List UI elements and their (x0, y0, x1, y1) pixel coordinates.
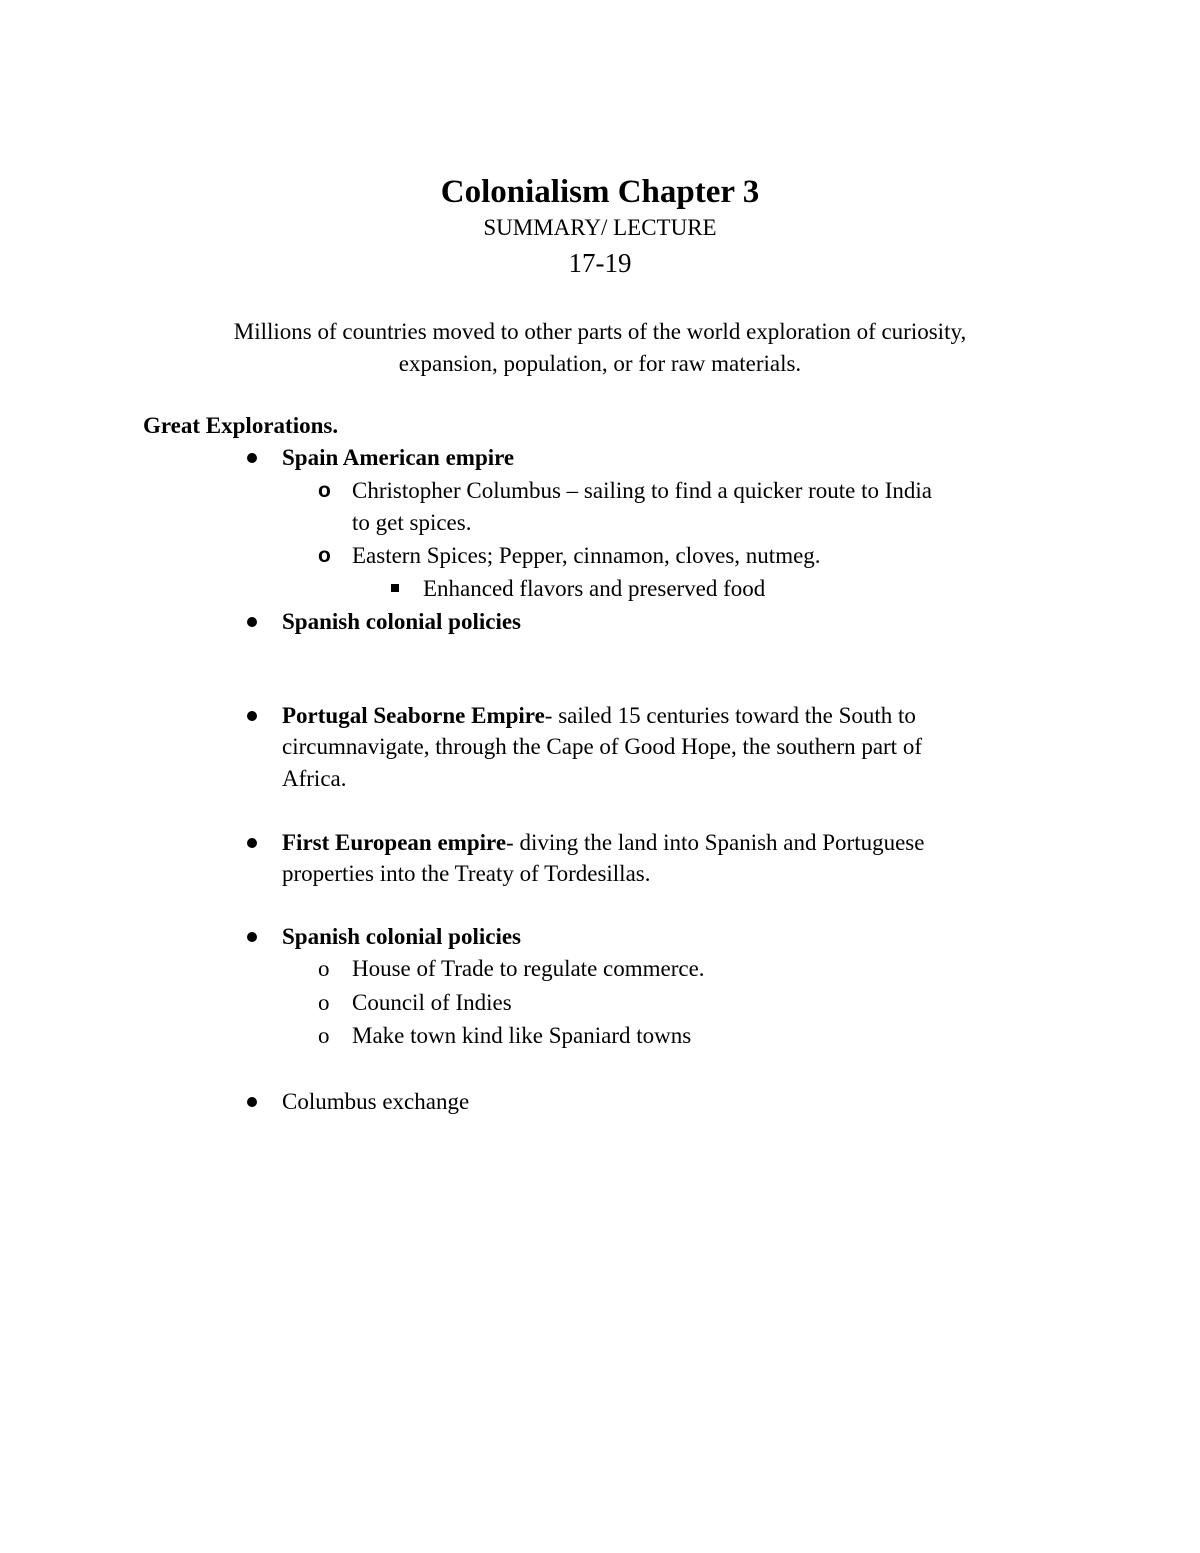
item-portugal-line2: circumnavigate, through the Cape of Good Hope, the southern part of (282, 734, 922, 759)
item-spain-sub2-detail: Enhanced flavors and preserved food (423, 576, 766, 601)
intro-paragraph (0, 316, 1200, 380)
item-portugal-line3: Africa. (282, 766, 347, 791)
intro-line-1: Millions of countries moved to other parts of the world exploration of curiosity, (233, 319, 967, 344)
item-first-european-text-1: - diving the land into Spanish and Portuguese (506, 830, 925, 855)
bullet-icon (247, 838, 257, 848)
section-heading: Great Explorations. (143, 413, 339, 438)
page-range: 17-19 (568, 248, 632, 278)
item-spanish-policies-2-sub2: Council of Indies (352, 990, 512, 1015)
document-subtitle: SUMMARY/ LECTURE (483, 215, 717, 240)
item-portugal-line1 (282, 700, 916, 732)
item-spanish-policies-2-sub1: House of Trade to regulate commerce. (352, 956, 705, 981)
hollow-bullet-icon: o (318, 956, 330, 981)
intro-line-2: expansion, population, or for raw materials. (398, 351, 802, 376)
item-spanish-policies-1-label: Spanish colonial policies (282, 609, 522, 634)
hollow-bullet-icon: o (318, 1023, 330, 1048)
bullet-icon (247, 711, 257, 721)
hollow-bullet-icon: o (318, 544, 331, 567)
bullet-icon (247, 453, 257, 463)
item-first-european-line1 (282, 827, 924, 859)
hollow-bullet-icon: o (318, 990, 330, 1015)
bullet-icon (247, 617, 257, 627)
item-spanish-policies-2-sub3: Make town kind like Spaniard towns (352, 1023, 692, 1048)
item-first-european-label: First European empire (282, 830, 507, 855)
bullet-icon (247, 1097, 257, 1107)
item-columbus-exchange-label: Columbus exchange (282, 1089, 470, 1114)
item-spain-label: Spain American empire (282, 445, 515, 470)
item-spain-sub1-line1: Christopher Columbus – sailing to find a quicker route to India (352, 478, 933, 503)
hollow-bullet-icon: o (318, 479, 331, 502)
item-spain-sub1-line2: to get spices. (352, 510, 472, 535)
item-first-european-line2: properties into the Treaty of Tordesillas. (282, 861, 651, 886)
document-title: Colonialism Chapter 3 (440, 174, 760, 210)
item-portugal-label: Portugal Seaborne Empire (282, 703, 545, 728)
item-portugal-text-1: - sailed 15 centuries toward the South to (544, 703, 916, 728)
bullet-icon (247, 932, 257, 942)
square-bullet-icon (391, 584, 399, 592)
item-spain-sub2: Eastern Spices; Pepper, cinnamon, cloves, nutmeg. (352, 543, 821, 568)
item-spanish-policies-2-label: Spanish colonial policies (282, 924, 522, 949)
